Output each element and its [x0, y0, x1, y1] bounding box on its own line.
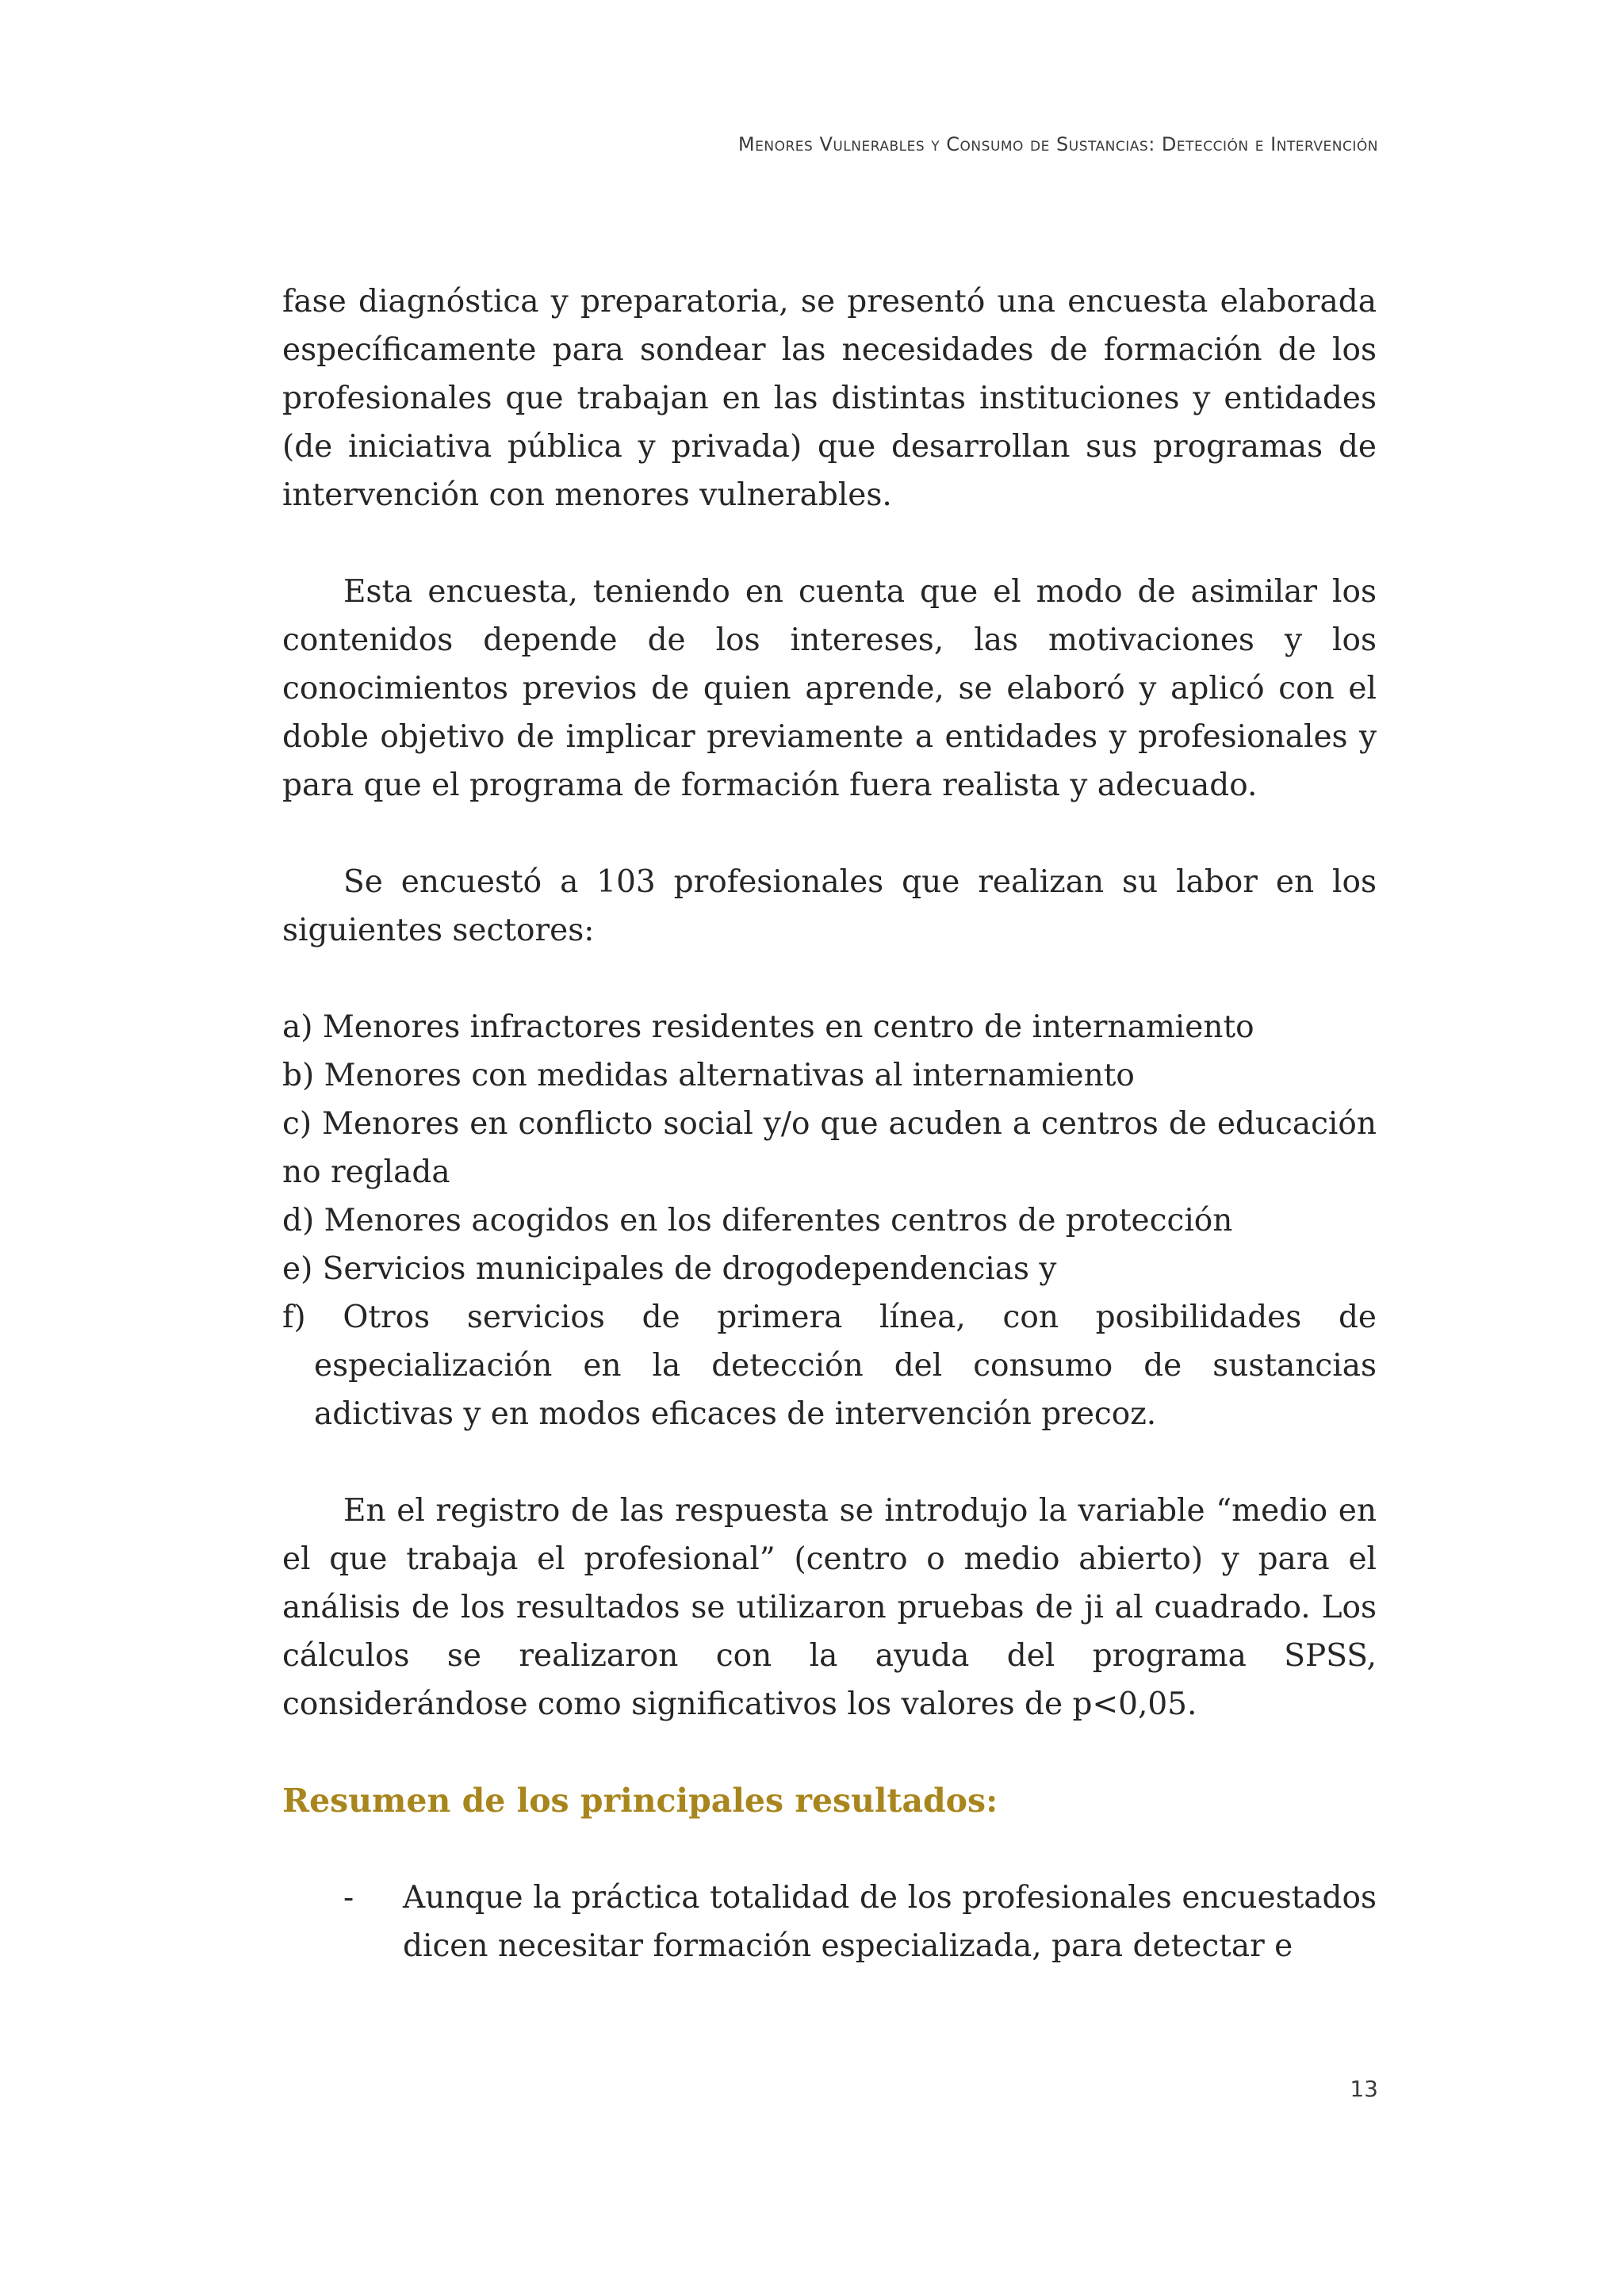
- list-item-text: Aunque la práctica totalidad de los profesionales encuestados dicen necesitar formación especializada, para detectar e: [403, 1880, 1377, 1964]
- list-item: f) Otros servicios de primera línea, con posibilidades de especialización en la detección del consumo de sustancias adictivas y en modos eficaces de intervención precoz.: [282, 1300, 1377, 1432]
- paragraph: En el registro de las respuesta se introdujo la variable “medio en el que trabaja el profesional” (centro o medio abierto) y para el análisis de los resultados se utilizaron pruebas de ji al cuadrado. Los cálculos se realizaron con la ayuda del programa SPSS, considerándose como significativos los valores de p<0,05.: [282, 1493, 1377, 1722]
- paragraph: Se encuestó a 103 profesionales que realizan su labor en los siguientes sectores:: [282, 864, 1377, 948]
- paragraph: fase diagnóstica y preparatoria, se presentó una encuesta elaborada específicamente para sondear las necesidades de formación de los profesionales que trabajan en las distintas instituciones y entidades (de iniciativa pública y privada) que desarrollan sus programas de intervención con menores vulnerables.: [282, 284, 1377, 513]
- sector-list: [282, 1003, 1377, 1438]
- paragraph: Esta encuesta, teniendo en cuenta que el modo de asimilar los contenidos depende de los intereses, las motivaciones y los conocimientos previos de quien aprende, se elaboró y aplicó con el doble objetivo de implicar previamente a entidades y profesionales y para que el programa de formación fuera realista y adecuado.: [282, 574, 1377, 803]
- list-item: [282, 1874, 1377, 1970]
- section-heading: Resumen de los principales resultados:: [282, 1782, 998, 1820]
- page-number: 13: [1350, 2076, 1378, 2102]
- list-item: d) Menores acogidos en los diferentes centros de protección: [282, 1203, 1233, 1238]
- bullet-dash: -: [343, 1880, 354, 1916]
- running-header: Menores Vulnerables y Consumo de Sustancias: Detección e Intervención: [737, 133, 1378, 155]
- list-item: c) Menores en conflicto social y/o que acuden a centros de educación no reglada: [282, 1106, 1377, 1190]
- list-item: e) Servicios municipales de drogodependencias y: [282, 1251, 1057, 1287]
- list-item: b) Menores con medidas alternativas al internamiento: [282, 1058, 1135, 1093]
- page-body: [282, 278, 1377, 1970]
- list-item: a) Menores infractores residentes en centro de internamiento: [282, 1009, 1254, 1045]
- results-list: [282, 1874, 1377, 1970]
